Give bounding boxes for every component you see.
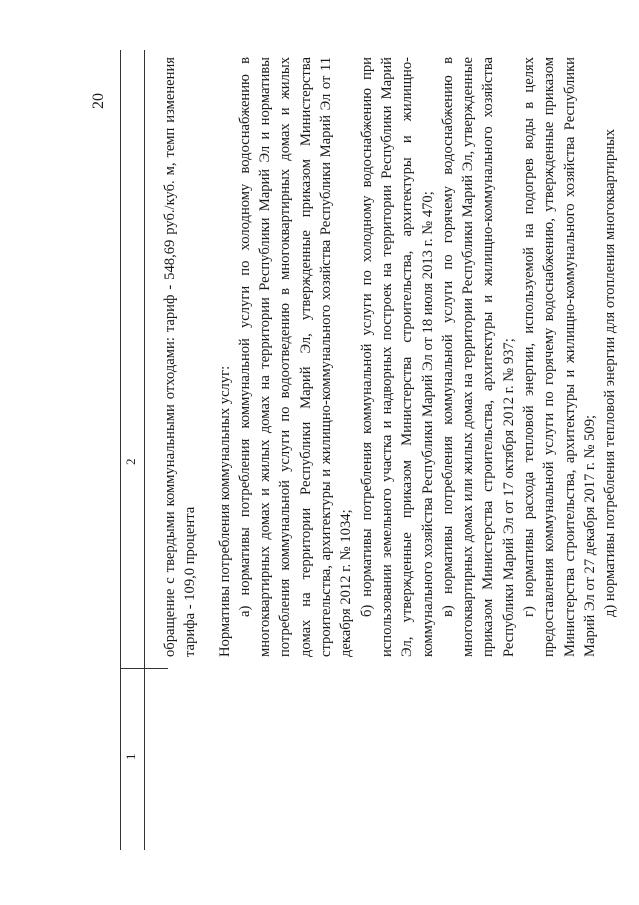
paragraph-gap: [201, 57, 215, 657]
column-divider: [120, 668, 168, 669]
page-number: 20: [90, 93, 107, 109]
column-2-header: 2: [123, 458, 138, 465]
document-body: [160, 57, 621, 657]
paragraph-norm-a: а) нормативы потребления коммунальной услуги по холодному водоснабжению в многоквартирных домах и жилых домах на территории Республики Марий Эл и нормативы потребления коммунальной услуги по водоотведению в многоквартирных домах и жилых домах на территории Республики Марий Эл, утвержденные приказом Министерства строительства, архитектуры и жилищно-коммунального хозяйства Республики Марий Эл от 11 декабря 2012 г. № 1034;: [236, 57, 355, 657]
table-top-border: [120, 50, 121, 850]
paragraph-norm-d: д) нормативы потребления тепловой энергии для отопления многоквартирных: [602, 128, 619, 617]
paragraph-norm-v: в) нормативы потребления коммунальной услуги по горячему водоснабжению в многоквартирных домах или жилых домах на территории Республики Марий Эл, утвержденные приказом Министерства строительства, архитектуры и жилищно-коммунального хозяйства Республики Марий Эл от 17 октября 2012 г. № 937;: [439, 57, 517, 657]
table-header-border: [144, 50, 145, 850]
paragraph-norms-heading: Нормативы потребления коммунальных услуг:: [216, 365, 233, 657]
column-1-header: 1: [123, 753, 138, 760]
document-table: [120, 50, 619, 850]
paragraph-norm-g: г) нормативы расхода тепловой энергии, используемой на подогрев воды в целях предоставления коммунальной услуги по горячему водоснабжению, утвержденные приказом Министерства строительства, архитектуры и жилищно-коммунального хозяйства Республики Марий Эл от 27 декабря 2017 г. № 509;: [521, 57, 598, 657]
paragraph-norm-b: б) нормативы потребления коммунальной услуги по холодному водоснабжению при использовании земельного участка и надворных построек на территории Республики Марий Эл, утвержденные приказом Министерства строительства, архитектуры и жилищно-коммунального хозяйства Республики Марий Эл от 18 июля 2013 г. № 470;: [358, 57, 436, 657]
paragraph-tko-tariff: обращение с твердыми коммунальными отходами: тариф - 548,69 руб./куб. м, темп изменения тарифа - 109,0 процента: [162, 57, 199, 657]
